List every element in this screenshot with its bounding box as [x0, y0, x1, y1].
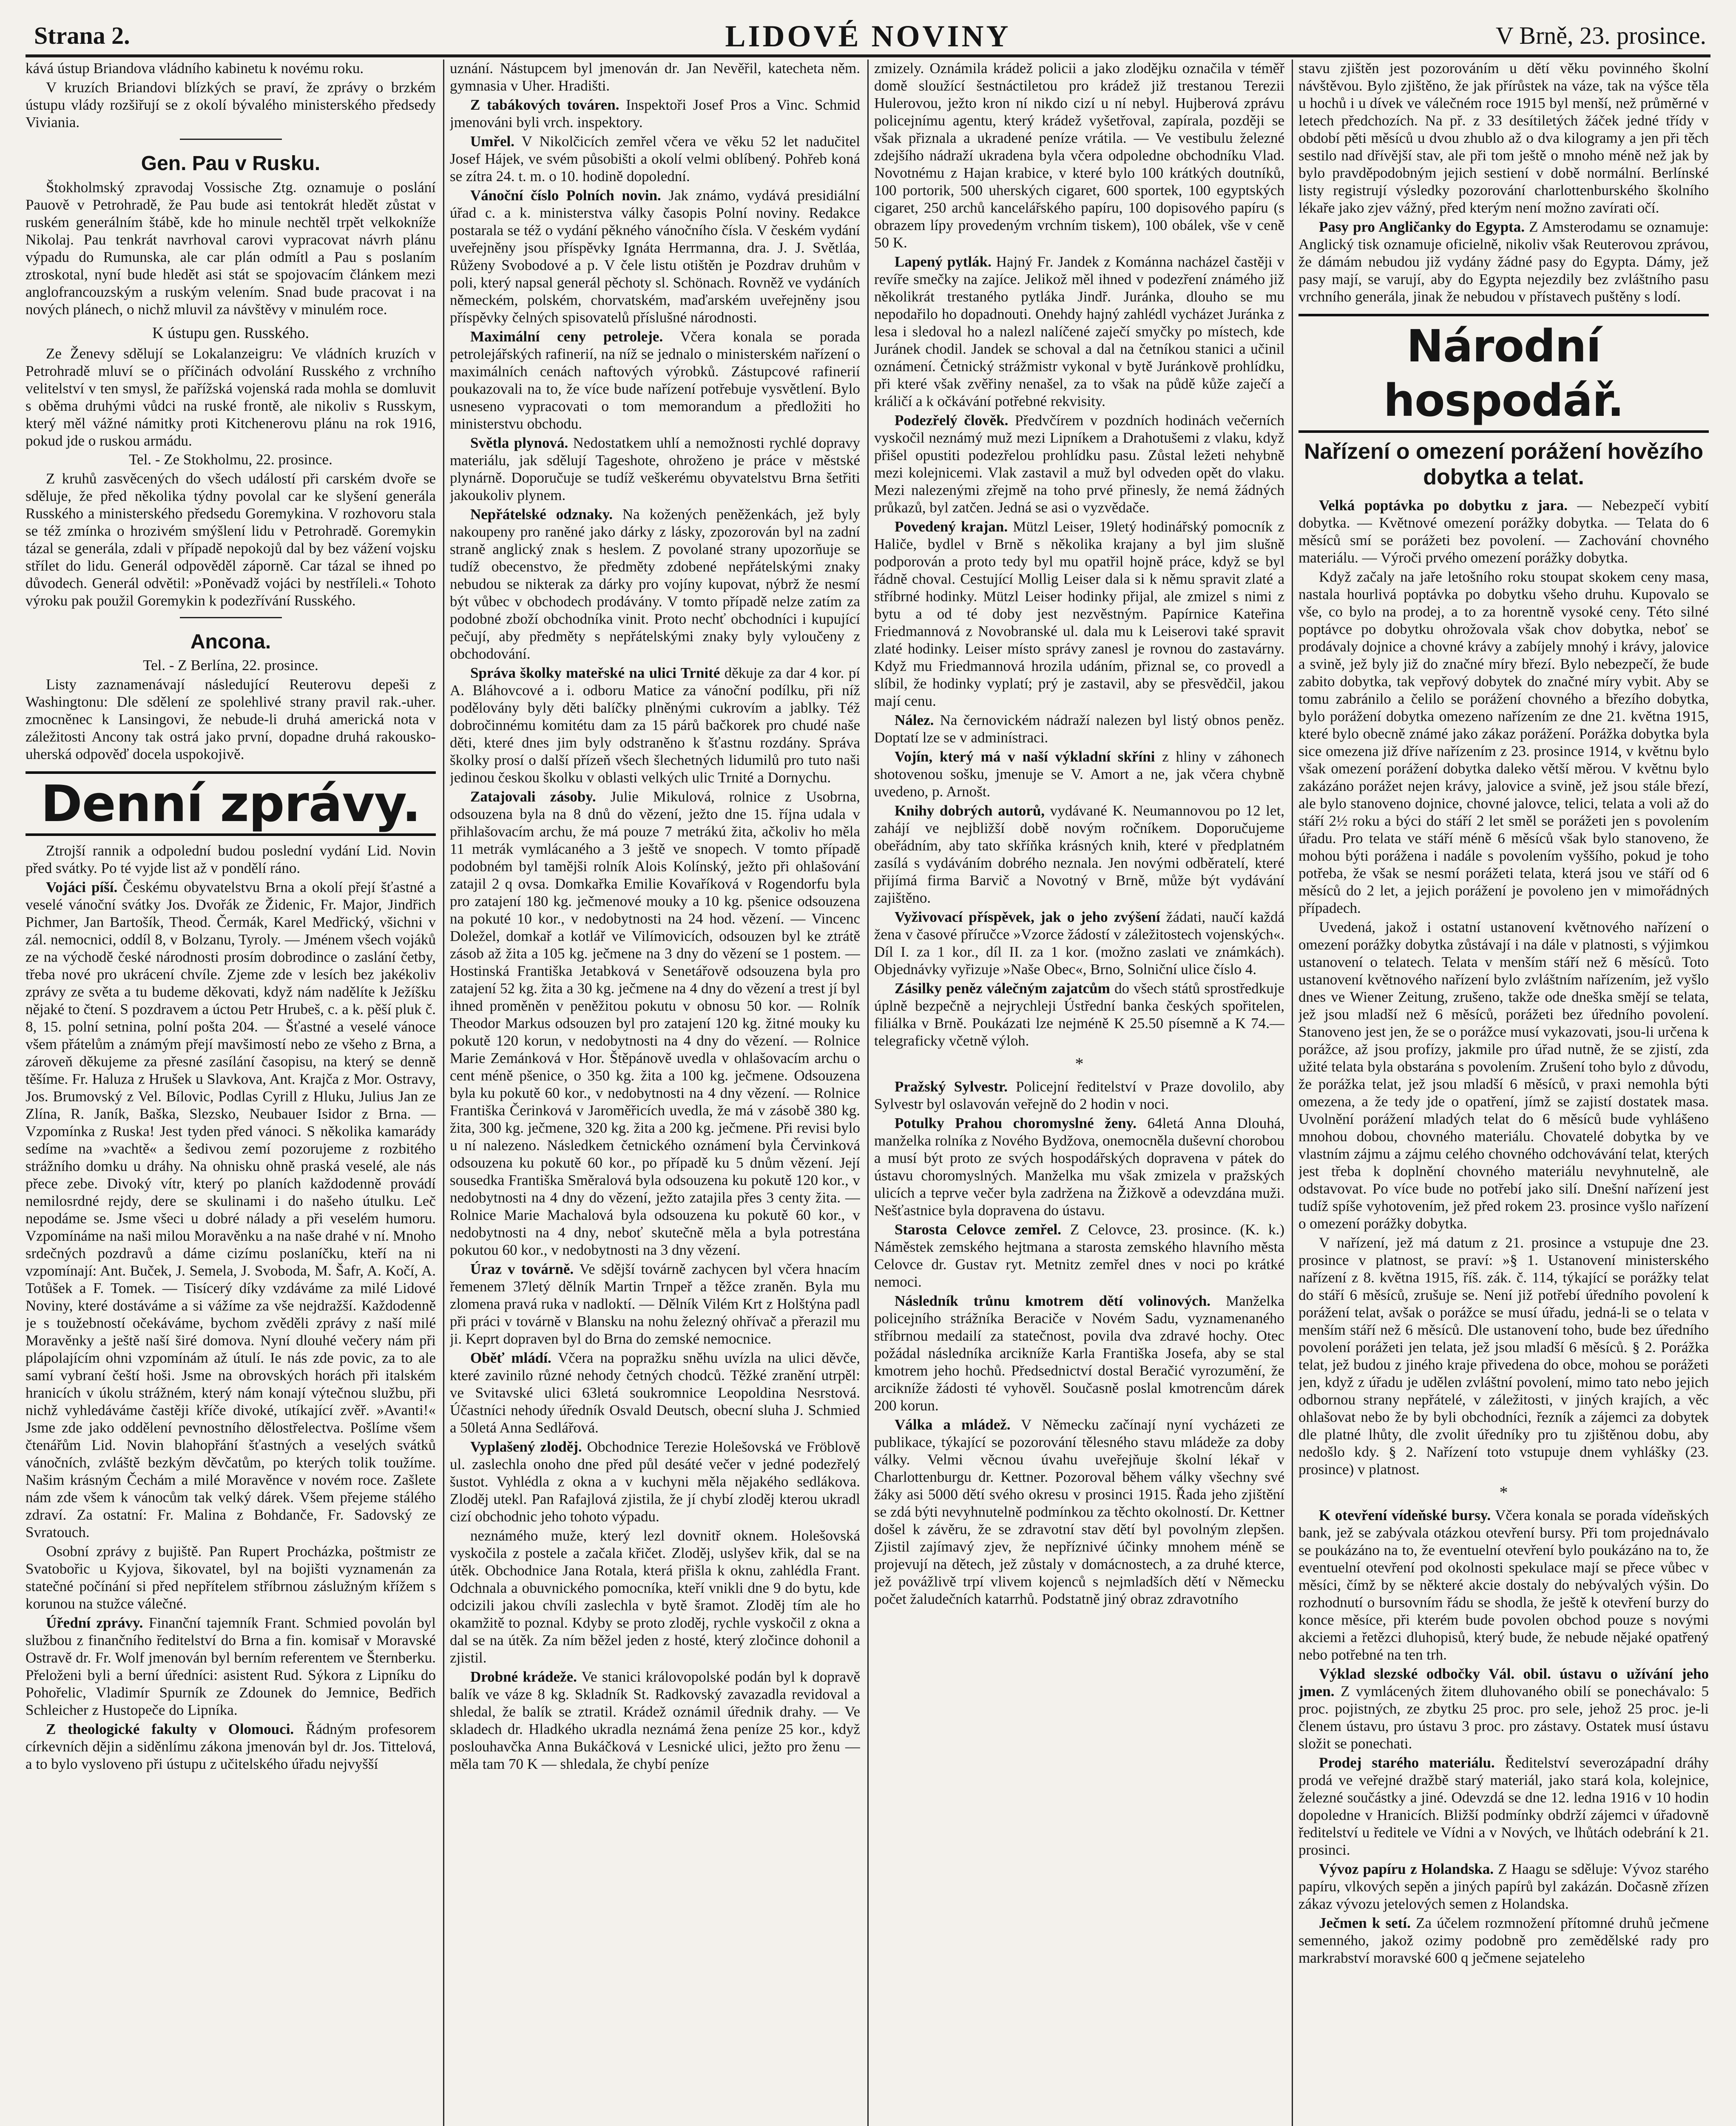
paragraph-lead-in: Následník trůnu kmotrem dětí volinových. — [895, 1293, 1211, 1309]
paragraph-text: Včera na popražku sněhu uvízla na ulici děvče, které zavinilo různé nehody četných chodců. Těžké zranění utrpěl: ve Svitavské ulici 63letá soukromnice Leopoldina Nesrstová. Účastníci nehody úředník Osvald Deutsch, obecní sluha J. Schmied a 50letá Anna Sedlářová. — [450, 1350, 860, 1436]
paragraph-lead-in: Prodej starého materiálu. — [1319, 1754, 1495, 1771]
article-paragraph — [1298, 60, 1709, 216]
paragraph-lead-in: Úřední zprávy. — [46, 1614, 143, 1631]
column-3 — [874, 60, 1284, 2126]
paragraph-text: Manželka policejního strážníka Beraciče v Novém Sadu, vyznamenaného stříbrnou medailí za statečnost, povila dva zdravé hochy. Otec požádal následníka arcikníže Karla Františka Josefa, aby se stal kmotrem jeho hochů. Předsednictví dostal Beračić vyrozumění, že arcikníže žádosti té vyhověl. Současně poslal kmotrencům dárek 200 korun. — [874, 1293, 1284, 1414]
article-paragraph — [874, 518, 1284, 710]
paragraph-text: Z kruhů zasvěcených do všech událostí při carském dvoře se sděluje, že před několika týdny povolal car ke slyšení generála Rusského a ministerského předsedu Goremykina. V rozhovoru stala se též zmínka o hrozivém smýšlení lidu v Petrohradě. Goremykin tázal se generála, zdali v případě nepokojů dal by bez vážení vojsku střílet do lidu. Generál odpověděl záporně. Car tázal se ihned po důvodech. Generál odvětil: »Poněvadž vojáci by nestříleli.« Tohoto výroku pak použil Goremykin k podezřívání Rusského. — [26, 470, 436, 609]
article-paragraph — [1298, 1914, 1709, 1967]
article-paragraph — [26, 79, 436, 131]
article-paragraph — [450, 96, 860, 131]
paragraph-lead-in: Drobné krádeže. — [470, 1668, 577, 1685]
paragraph-text: V Německu začínají nyní vycházeti ze publikace, týkající se pozorování tělesného stavu mládeže za doby války. Velmi věcnou úvahu uveřejňuje školní lékař v Charlottenburgu dr. Kettner. Pozoroval během války všechny své žáky asi 5000 dětí svého okresu v prosinci 1915. Řada jeho zjištění se zdá býti nevyhnutelně podmínkou za těchto okolností. Dr. Kettner došel k závěru, že se zdravotní stav dětí byl povolným zlepšen. Zjistil zajímavý zjev, že nepříznivé účinky mnohem méně se projevují na dětech, jež zůstaly v domácnostech, a za druhé kterce, jež povážlivě trpí vlivem kojenců s nejmladších dětí v Německu počet žaludečních katarrhů. Podstatně jiný obraz zdravotního — [874, 1416, 1284, 1607]
paragraph-lead-in: Velká poptávka po dobytku z jara. — [1319, 497, 1568, 514]
article-paragraph — [450, 1260, 860, 1347]
newspaper-title: LIDOVÉ NOVINY — [725, 19, 1011, 53]
telegram-dateline: Tel. - Ze Stokholmu, 22. prosince. — [129, 451, 332, 468]
paragraph-text: Mützl Leiser, 19letý hodinářský pomocník z Haliče, bydlel v Brně s několika krajany a byl jim slušně podporován a proto tedy byl mu opatřil hojně práce, když se byl řádně choval. Cestující Mollig Leiser dala si k němu spravit zlaté a stříbrné hodinky. Mützl Leiser hodinky přijal, ale zmizel s nimi z bytu a od té doby jest nezvěstným. Papírnice Kateřina Friedmannová z Novobranské ul. dala mu k Leiserovi také spravit zlaté hodinky. Leiser místo správy zanesl je rovnou do zastavárny. Když mu Friedmannová hrozila udáním, přiznal se, co provedl a slíbil, že hodinky vyplatí; prý je zastavil, aby se přesvědčil, jakou mají cenu. — [874, 518, 1284, 709]
article-paragraph — [26, 676, 436, 763]
paragraph-text: Včera konala se porada petrolejářských rafinerií, na níž se jednalo o ministerském nařízení o maximálních cenách naftových výrobků. Zástupcové rafinerií poukazovali na to, že více bude nařízení potřebuje vysvětlení. Bylo usneseno vypracovati o tom memorandum a předložiti ho ministerstvu obchodu. — [450, 328, 860, 432]
column-1 — [26, 60, 436, 2126]
paragraph-text: Českému obyvatelstvu Brna a okolí přejí šťastné a veselé vánoční svátky Jos. Dvořák ze Židenic, Fr. Major, Jindřich Pichmer, Jan Bartošík, Theod. Čermák, Karel Medřický, všichni v zál. nemocnici, oddíl 8, v Bolzanu, Tyroly. — Jménem všech vojáků ze na východě české národnosti prosím dobrodince o zaslání četby, třeba nové pro ukrácení chvíle. Zjeme zde v lesích bez jakékoliv zprávy ze světa a tu budeme děkovati, když nám nadělíte k Ježíšku nějaké to čtení. S pozdravem a úctou Petr Hrubeš, c. a k. pěší pluk č. 8, 15. polní setnina, polní pošta 204. — Šťastné a veselé vánoce všem přátelům a známým přejí mavšimostí nebo ze všeho z Brna, a zároveň děkujeme za přesné zasílání časopisu, na který se denně těšíme. Fr. Haluza z Hrušek u Slavkova, Ant. Krajča z Mor. Ostravy, Jos. Brumovský z Vel. Bílovic, Podlas Cyrill z Hluku, Julius Jan ze Zlína, R. Janík, Baška, Slezsko, Neubauer Isidor z Brna. — Vzpomínka z Ruska! Jest tyden před vánoci. S několika kamarády sedíme na »vachtě« a šedivou zemí pozorujeme z rozbitého strážního domku u dráhy. Na ohnisku ohně praská veselé, ale nás přece zebe. Divoký vítr, který po planích každodenně provádí nemilosrdné rejdy, dere se skulinami i do našeho útulku. Leč nepodáme se. Jsme všeci u dobré nálady a při veselém humoru. Vzpomínáme na naši milou Moravěnku a na naše drahé v ní. Mnoho srdečných pozdravů a dáme cizímu poslaníčku, kteří na ni vzpomínají: Ant. Buček, J. Semela, J. Svoboda, M. Šafr, A. Kočí, A. Totůšek a F. Tomek. — Tisícerý díky vzdáváme za milé Lidové Noviny, které dostáváme a si vážíme za vše nejdražší. Každodenně je s toužebností očekáváme, bychom zvěděli zprávy z naší milé Moravěnky a ještě naší širé domova. Nyní dlouhé večery nám při plápolajícím ohni vzpomínám až útulí. Ie nás zde povic, za to ale samí vybraní čeští hoši. Jsme na obrovských horách při italském hranicích v úkolu strážném, který nám konají výtečnou službu, při nichž vyhledáváme častěji kříče divoké, utíkající zvěř. »Avanti!« Jsme zde jako oddělení pevnostního dělostřelectva. Pošlíme všem čtenářům Lid. Novin blahopřání šťastných a veselých svátků vánočních, zvláště bezkým děvčatům, po kterých tolik toužíme. Našim krásným Čechám a milé Moravěnce v novém roce. Zašlete nám zde všem k vánocům tak velký dárek. Všem přejeme stálého zdraví. Za ostatní: Fr. Malina z Bohdanče, Fr. Sadovský ze Svratouch. — [26, 879, 436, 1540]
rubric-heading: Národní hospodář. — [1298, 314, 1709, 433]
article-paragraph — [874, 980, 1284, 1049]
paragraph-text: Z vymlácených žitem dluhovaného obilí se ponechávalo: 5 proc. pojistných, ze zbytku 25 proc. pro sele, jehož 25 proc. je-li členem ústavu, pro ústavu 3 proc. pro zástavy. Ostatek musí ústavu složit se ponechati. — [1298, 1683, 1709, 1752]
paragraph-lead-in: Pražský Sylvestr. — [895, 1078, 1008, 1095]
article-paragraph — [450, 1668, 860, 1773]
paragraph-text: uznání. Nástupcem byl jmenován dr. Jan Nevěřil, katecheta něm. gymnasia v Uher. Hradišti. — [450, 60, 860, 94]
paragraph-lead-in: Potulky Prahou choromyslné ženy. — [895, 1115, 1137, 1131]
article-paragraph — [874, 802, 1284, 907]
asterisk-divider: * — [1499, 1483, 1508, 1502]
article-paragraph — [26, 878, 436, 1541]
paragraph-lead-in: Podezřelý člověk. — [895, 412, 1009, 429]
paragraph-text: Ředitelství severozápadní dráhy prodá ve veřejné dražbě starý materiál, jako stará kola, kolejnice, železné součástky a jiné. Odevzdá se dne 12. ledna 1916 v 10 hodin dopoledne v Hranicích. Bližší podmínky obdrží zájemci v úřadovně ředitelství u ředitele ve Vídni a v Nových, ve lhůtách odebrání k 21. prosinci. — [1298, 1754, 1709, 1858]
section-divider — [180, 139, 282, 140]
article-paragraph — [874, 60, 1284, 251]
article-columns — [26, 60, 1710, 2126]
article-paragraph — [26, 842, 436, 877]
article-paragraph — [1298, 568, 1709, 917]
article-paragraph — [874, 1221, 1284, 1290]
paragraph-text: Inspektoři Josef Pros a Vinc. Schmid jmenováni byli vrch. inspektory. — [450, 97, 860, 131]
paragraph-text: Za účelem rozmnožení přítomné druhů ječmene semenného, jakož ozimy podobně pro zemědělské rady pro markrabství moravské 600 q ječmene sejateleho — [1298, 1915, 1709, 1966]
article-paragraph — [26, 345, 436, 449]
paragraph-text: Finanční tajemník Frant. Schmied povolán byl službou z finančního ředitelství do Brna a fin. komisař v Moravské Ostravě dr. Fr. Wolf jmenován byl berním referentem ve Šternberku. Přeloženi byli a berní úředníci: asistent Rud. Sýkora z Lipníku do Pohořelic, Vladimír Spurník ze Zdounek do Jemnice, Bedřich Schleicher z Hustopeče do Lipníka. — [26, 1614, 436, 1718]
paragraph-text: Policejní ředitelství v Praze dovolilo, aby Sylvestr byl oslavován veřejně do 2 hodin v noci. — [874, 1078, 1284, 1112]
paragraph-text: Uvedená, jakož i ostatní ustanovení květnového nařízení o omezení porážky dobytka zůstávají i na dále v platnosti, s výjimkou ustanovení o telatech. Telata v menším stáří než 6 měsíců. Toto ustanovení květnového nařízení bylo zvláštním nařízením, jež vyšlo dnes ve Wiener Zeitung, zrušeno, takže ode dneška smějí se telata, jež jsou mladší než 6 měsíců, porážeti bez úředního povolení. Stanoveno jest jen, že se o porážce musí vykazovati, jsou-li určena k porážce, až jsou profízy, jakmile pro úřad nutně, že se zjistí, zda užité telata byla obstarána s povolením. Zrušení toho bylo z důvodu, že porážka telat, jež jsou mladší 6 měsíců, v praxi nemohla býti omezena, a že tedy jde o opatření, jímž se zajistí dostatek masa. Uvolnění porážení mladých telat do 6 měsíců bude vyhlášeno mnohou dobou, chovného materiálu. Chovatelé dobytka by ve vlastním zájmu a zájmu celého chovného odchovávání telat, kterých jest třeba k doplnění chovného materiálu nevyhnutelně, ale odstavovat. Po více bude no potřebí jako silí. Dnešní nařízení jest tudíž spíše vyhotovením, jež před rokem 23. prosince vyšlo nařízení o omezení porážky dobytka. — [1298, 919, 1709, 1232]
paragraph-lead-in: Z tabákových továren. — [470, 97, 619, 113]
article-paragraph — [874, 1078, 1284, 1113]
paragraph-lead-in: Výklad slezské odbočky Vál. obil. ústavu o užívání jeho jmen. — [1298, 1666, 1709, 1700]
article-paragraph — [874, 711, 1284, 746]
asterisk-divider: * — [1075, 1054, 1084, 1073]
section-heading: Gen. Pau v Rusku. — [141, 152, 321, 175]
paragraph-text: Ztrojší rannik a odpolední budou poslední vydání Lid. Novin před svátky. Po té vyjde list až v pondělí ráno. — [26, 842, 436, 876]
paragraph-lead-in: Pasy pro Angličanky do Egypta. — [1319, 219, 1525, 235]
paragraph-text: Na černovickém nádraží nalezen byl listý obnos peněz. Doptatí lze se v adminístraci. — [874, 712, 1284, 746]
paragraph-text: 64letá Anna Dlouhá, manželka rolníka z Nového Bydžova, onemocněla duševní chorobou a musí být proto ze svých hospodářských dopravena v pátek do ústavu choromyslných. Manželka mu však zmizela v pražských ulicích a teprve večer byla zadržena na Žižkově a odevzdána muži. Nešťastnice byla dopravena do ústavu. — [874, 1115, 1284, 1219]
article-paragraph — [874, 412, 1284, 516]
section-divider — [180, 617, 282, 618]
paragraph-text: z hliny v záhonech shotovenou sošku, jmenuje se V. Amort a ne, jak včera chybně uvedeno, p. Arnošt. — [874, 748, 1284, 800]
paragraph-lead-in: Nález. — [895, 712, 934, 728]
paragraph-lead-in: Knihy dobrých autorů, — [895, 802, 1045, 819]
paragraph-text: Nedostatkem uhlí a nemožnosti rychlé dopravy materiálu, jak sdělují Tageshote, ohroženo je práce v městské plynárně. Doporučuje se tudíž veškerému obyvatelstvu Brna šetřiti jakoukoliv plynem. — [450, 435, 860, 503]
paragraph-lead-in: Úraz v továrně. — [470, 1261, 574, 1277]
article-paragraph — [1298, 1506, 1709, 1663]
paragraph-lead-in: Světla plynová. — [470, 435, 568, 451]
paragraph-text: Řádným profesorem církevních dějin a siděnlímu zákona jmenován byl dr. Jos. Tittelová, a to bylo vysloveno při ústupu z učitelského úřadu nejvyšší — [26, 1721, 436, 1772]
article-paragraph — [450, 187, 860, 326]
paragraph-text: stavu zjištěn jest pozorováním u dětí věku povinného školní návštěvou. Bylo zjištěno, že jak přírůstek na váze, tak na výšce těla u hochů i u dívek ve válečném roce 1915 byl menší, než průměrné v letech předchozích. Na př. z 33 desítiletých žáček jedné třídy v období pěti měsíců u dvou zhublo až o dva kilogramy a jen při těch sestilo nad dřívější stav, ale při tom ještě o mnoho méně než jak by bylo pravděpodobným jejich sestiení v době normální. Berlínské listy registrují výsledky pozorování charlottenburského školního lékaře jako zjev vážný, před kterým není možno zavírati očí. — [1298, 60, 1709, 216]
paragraph-text: Jak známo, vydává presidiální úřad c. a k. ministerstva války časopis Polní noviny. Redakce postarala se též o vydání pěkného vánočního čísla. V českém vydání uveřejněny jsou příspěvky Ignáta Herrmanna, dra. J. J. Světláa, Růženy Svobodové a p. V čele listu otištěn je Pozdrav druhům v poli, který napsal generál pěchoty sl. Schönach. Rovněž ve vydáních německém, polském, chorvatském, maďarském uveřejněny jsou příspěvky čelných spisovatelů příslušné národnosti. — [450, 187, 860, 326]
paragraph-text: Obchodnice Terezie Holešovská ve Fröblově ul. zaslechla onoho dne před půl desáté večer v jedné podezřelý šustot. Vyhlédla z okna a v kuchyni měla nějakého sedlákova. Zloděj utekl. Pan Rafajlová zjistila, že jí chybí zloděj kterou ukradl cizí obchodnic jeho tohoto výpadu. — [450, 1438, 860, 1525]
article-paragraph — [874, 253, 1284, 410]
article-paragraph — [450, 1349, 860, 1436]
paragraph-text: neznámého muže, který lezl dovnitř oknem. Holešovská vyskočila z postele a začala křičet. Zloděj, uslyšev křik, dal se na útěk. Obchodnice Jana Rotala, která přišla k oknu, zahlédla Frant. Odchnala a obuvnického pomocníka, kteří vnikli dne 9 do bytu, kde odcizili jakou chvíli zaslechla v bytě šramot. Zloděj tím ale ho okamžitě to poznal. Kdyby se proto zloděj, rychle vyskočil z okna a dal se na útěk. Za ním běžel jeden z hosté, který zločince dohonil a zjistil. — [450, 1527, 860, 1666]
paragraph-lead-in: Ječmen k setí. — [1319, 1915, 1411, 1931]
article-paragraph — [450, 60, 860, 94]
article-paragraph — [26, 470, 436, 609]
masthead — [26, 21, 1710, 57]
article-paragraph — [874, 1114, 1284, 1219]
article-paragraph — [450, 1438, 860, 1525]
paragraph-lead-in: K otevření vídeňské bursy. — [1319, 1507, 1491, 1523]
article-deck: Nařízení o omezení porážení hovězího dobytka a telat. — [1304, 439, 1704, 489]
article-paragraph — [450, 328, 860, 432]
paragraph-text: Listy zaznamenávají následující Reuterovu depeši z Washingtonu: Dle sdělení ze spolehlivé strany pravil rak.-uher. zmocněnec k Lansingovi, že nebude-li druhá americká nota v záležitosti Ancony tak ostrá jako první, dopadne druhá rakousko-uherská odpověď docela uspokojivě. — [26, 676, 436, 762]
telegram-dateline: Tel. - Z Berlína, 22. prosince. — [143, 657, 318, 674]
paragraph-text: V nařízení, jež má datum z 21. prosince a vstupuje dne 23. prosince v platnost, se praví: »§ 1. Ustanovení ministerského nařízení z 8. května 1915, říš. zák. č. 114, týkající se porážky telat do stáří 6 měsíců, zrušuje se. Není již potřebí úředního povolení k porážení telat, avšak o porážce se musí úřadu, jedná-li se o telata v menším stáří než 6 měsíců. Dle ustanovení toho, bude bez úředního povolení porážeti jen telata, jež jsou mladší 6 měsíců. § 2. Porážka telat, jež budou z jiného kraje přivedena do obce, mohou se porážeti jen, když z úřadu je udělen zvláštní povolení, mimo tato nebo jejich odbornou strany nepřátelé, v záležitosti, v jiných krajích, a věc ohlašovat nebo že by byli obchodníci, řezník a zájemci za dobytek dle platné lhůty, dle zvolit úředníky pro tu zjištěnou dobu, aby nedošlo kdy. § 2. Nařízení toto vstupuje dnem vyhlášky (23. prosince) v platnost. — [1298, 1234, 1709, 1478]
paragraph-lead-in: Vyživovací příspěvek, jak o jeho zvýšení — [895, 909, 1160, 925]
article-paragraph — [1298, 1860, 1709, 1913]
column-4 — [1298, 60, 1709, 2126]
subheading: K ústupu gen. Rusského. — [152, 324, 309, 342]
article-paragraph — [26, 179, 436, 318]
article-paragraph — [874, 748, 1284, 800]
issue-date: V Brně, 23. prosince. — [1495, 22, 1706, 49]
paragraph-lead-in: Maximální ceny petroleje. — [470, 328, 663, 345]
column-rule — [1292, 60, 1293, 2126]
paragraph-text: Ve stanici královopolské podán byl k dopravě balík ve váze 8 kg. Skladník St. Radkovský zavazadla revidoval a shledal, že balík se ztratil. Krádež oznámil úřednik drahy. — Ve skladech dr. Hladkého ukradla neznámá žena peníze 25 kor., když poslouhavčka Anna Bukáčková v Lesnické ulici, ježto pro ženu — měla tam 70 K — shledala, že chybí peníze — [450, 1668, 860, 1772]
article-paragraph — [1298, 918, 1709, 1232]
paragraph-text: Z Celovce, 23. prosince. (K. k.) Náměstek zemského hejtmana a starosta zemského hlavního města Celovce dr. Gustav ryt. Metnitz zemřel dnes v noci po krátké nemoci. — [874, 1221, 1284, 1290]
paragraph-lead-in: Zatajovali zásoby. — [470, 788, 596, 805]
paragraph-lead-in: Vyplašený zloděj. — [470, 1438, 582, 1455]
paragraph-text: Julie Mikulová, rolnice z Usobrna, odsouzena byla na 8 dnů do vězení, ježto dne 15. října udala v přihlašovacím archu, že má pouze 7 metrákú žita, ačkoliv ho měla 11 metrák vymlácaného a 3 ještě ve snopech. V tomto případě podobném byl tamějši rolník Alois Kolínský, ježto při ohlašování zatajil 2 q ovsa. Domkařka Emilie Kovaříková v Rogendorfu byla pro zatajení 180 kg. ječmenové mouky a 10 kg. pšenice odsouzena na pokuté 10 kor., v nedobytnosti na 24 hod. vězení. — Vincenc Doležel, domkař a kotlář ve Vilímovicích, odsouzen byl ke ztrátě zásob až žita a 105 kg. ječmene na 3 dny do vězení se 1 postem. — Hostinská Františka Jetabková v Senetářově odsouzena byla pro zatajení 52 kg. žita a 30 kg. ječmene na 4 dny do vězení a trest jí byl ihned proměněn v peněžitou pokutu v obnosu 50 kor. — Rolník Theodor Markus odsouzen byl pro zatajení 120 kg. žitné mouky ku pokutě 120 korun, v nedobytnosti na 4 dny do vězení. — Rolnice Marie Zemánková v Hor. Štěpánově uvedla v ohlašovacím archu o cent méně pšenice, o 350 kg. žita a 100 kg. ječmene. Odsouzena byla ku pokutě 60 kor., v nedobytnosti na 4 dny vězení. — Rolnice Františka Čerinková v Jaroměřicích uvedla, že má v zásobě 380 kg. žita, 300 kg. ječmene, 320 kg. žita a 200 kg. ječmene. Při revisi bylo u ní nalezeno. Následkem četnického oznámení byla Červinková odsouzena ku pokutě 60 kor., po případě ku 5 dnům vězení. Její sousedka Františka Směralová byla odsouzena ku pokutě 120 kor., v nedobytnosti na 4 dny do vězení, ježto zatajila přes 3 centy žita. — Rolnice Marie Machalová byla odsouzena ku pokutě 60 kor., v nedobytnosti na 4 dny, neboť skutečně měla a byla potrestána pokutou 60 kor., v nedobytnosti na 3 dny vězení. — [450, 788, 860, 1258]
paragraph-text: vydávané K. Neumannovou po 12 let, zahájí ve nejbližší době novým ročníkem. Doporučujeme obeřádním, aby tato skříňka krásných knih, které v předplatném zasílá s vydáváním dobrého neznala. Jen novými odběratelí, které přijímá firma Barvič a Novotný v Brně, může být vydávání zajištěno. — [874, 802, 1284, 906]
paragraph-lead-in: Vývoz papíru z Holandska. — [1319, 1861, 1494, 1877]
paragraph-lead-in: Vojín, který má v naší výkladní skříni — [895, 748, 1155, 765]
paragraph-text: Hajný Fr. Jandek z Kománna nacházel častěji v revíře smečky na zajíce. Jelikož měl ihned v podezření známého již několikrát trestaného pytláka Jindř. Juránka, dlouho se mu nepodařilo ho dopadnouti. Onehdy hajný zahlédl vycházet Juránka z lesa i sledoval ho a nalezl nalíčené zaječí smyčky po místech, kde Juránek chodil. Jandek se schoval a dal na četníkou stanici a učinil oznámení. Četnický strážmistr vykonal v bytě Juránkově prohlídku, při které však zvěřiny nenašel, za to však na půdě kůže zaječí a králičí a k očkávání potřebné rekvisity. — [874, 253, 1284, 409]
paragraph-text: do všech států sprostředkuje úplně bezpečně a nejrychleji Ústřední banka českých spořitelen, filiálka v Brně. Poukázati lze nejméně K 25.50 písemně a K 74.— telegraficky včetně výloh. — [874, 980, 1284, 1049]
article-paragraph — [1298, 218, 1709, 305]
article-paragraph — [26, 1543, 436, 1612]
paragraph-lead-in: Starosta Celovce zemřel. — [895, 1221, 1062, 1238]
paragraph-text: Na kožených peněženkách, jež byly nakoupeny pro raněné jako dárky z lásky, zpozorován byl na zadní straně anglický znak s heslem. Z povolané strany upozorňuje se tudíž obecenstvo, že předměty zdobené nepřátelskými znaky nebudou se nikterak za dárky pro vojíny kupovat, nýbrž že nesmí být vůbec v obchodech prodávány. V tomto případě nelze zatím za podobné zboží obchodníka vinit. Proto nechť obchodníci i kupující pečují, aby předměty s nepřátelskými znaky byly vyloučeny z obchodování. — [450, 506, 860, 662]
paragraph-text: Předvčírem v pozdních hodinách večerních vyskočil neznámý muž mezi Lipníkem a Drahotušemi z vlaku, když přišel opustiti podezřelou prohlídku pasu. Zůstal ležeti nehybně mezi kolejnicemi. Vlak zastavil a muž byl odveden opět do vlaku. Mezi nalezenými zřejmě na toho prvé přinesly, že nemá žádných průkazů, byl zatčen. Jedná se asi o vyzvědače. — [874, 412, 1284, 516]
paragraph-text: Z Amsterodamu se oznamuje: Anglický tisk oznamuje oficielně, nikoliv však Reuterovou zprávou, že dámám nebudou již vydány žádné pasy do Egypta. Dámy, jež pasy mají, se varují, aby do Egypta nejezdily bez zvláštního pasu vrchního generála, jinak že nebudou v přístavech puštěny s lodí. — [1298, 219, 1709, 305]
paragraph-text: V Nikolčicích zemřel včera ve věku 52 let nadučitel Josef Hájek, ve svém působišti a okolí velmi oblíbený. Pohřeb koná se zítra 24. t. m. o 10. hodině dopolední. — [450, 133, 860, 185]
paragraph-text: Osobní zprávy z bujiště. Pan Rupert Procházka, poštmistr ze Svatobořic u Kyjova, šikovatel, byl na bojišti vyznamenán za statečné počínání si před nepřítelem stříbrnou záslužným křížem s korunou na stužce válečné. — [26, 1543, 436, 1612]
paragraph-text: Ve sdější továrně zachycen byl včera hnacím řemenem 37letý dělník Martin Trnpeř a těžce zraněn. Byla mu zlomena pravá ruka v nadloktí. — Dělník Vilém Krt z Holštýna padl při práci v továrně v Blansku na nohu železný ohřívač a přerazil mu ji. Keprt dopraven byl do Brna do zemské nemocnice. — [450, 1261, 860, 1347]
paragraph-lead-in: Zásilky peněz válečným zajatcům — [895, 980, 1110, 997]
paragraph-lead-in: Správa školky mateřské na ulici Trnité — [470, 665, 720, 681]
article-paragraph — [1298, 1754, 1709, 1859]
paragraph-text: V kruzích Briandovi blízkých se praví, že zprávy o brzkém ústupu vlády rozšiřují se z okolí bývalého ministerského předsedy Viviania. — [26, 79, 436, 131]
section-heading: Ancona. — [190, 631, 271, 653]
article-paragraph — [450, 664, 860, 786]
paragraph-text: Z Haagu se sděluje: Vývoz starého papíru, vlkových sepěn a jiných papírů byl zakázán. Dočasně zřízen zákaz vývozu jetelových semen z Holandska. — [1298, 1861, 1709, 1912]
paragraph-text: zmizely. Oznámila krádež policii a jako zlodějku označila v téměř domě sloužící šestnáctiletou pro krádež již trestanou Terezii Hulerovou, ježto kron ní nikdo cizí u ní nebyl. Hujberová zprávu policejnímu agentu, který krádež vyšetřoval, zapírala, později se však přiznala a ukradené peníze vrátila. — Ve vestibulu železné zdejšího nádraží ukradena byla včera odpoledne obchodníku Vlad. Novotnému z Hajan krabice, v které bylo 100 krátkých doutníků, 100 portorik, 500 uherských cigaret, 600 sportek, 100 egyptských cigaret, 250 archů kancelářského papíru, 100 dopisového papíru (s obrazem lípy provedeným vrchním tiskem), 100 obálek, vše v ceně 50 K. — [874, 60, 1284, 251]
paragraph-text: Ze Ženevy sdělují se Lokalanzeigru: Ve vládních kruzích v Petrohradě mluví se o příčinách odvolání Rusského z vrchního velitelství v ten smysl, že pařížská vojenská rada mohla se domluvit s oběma druhými vůdci na ruské frontě, ale nikoliv s Russkym, který měl vážné námitky proti Kitchenerovu plánu na rok 1916, pokud jde o ruskou armádu. — [26, 345, 436, 449]
paragraph-lead-in: Nepřátelské odznaky. — [470, 506, 613, 523]
paragraph-text: Když začaly na jaře letošního roku stoupat skokem ceny masa, nastala hourlivá poptávka po dobytku všeho druhu. Kupovalo se vše, co bylo na prodej, a to za horentně vysoké ceny. Této silné poptávce po dobytku ohrožovala však chov dobytka, neboť se prodávaly dojnice a chovné krávy a zabíjely mnohý i krávy, jalovice a svině, jež byly již do značné míry březí. Bylo nebezpečí, že bude zabito dobytka, tak vepřový dobytek do značné míry vybit. Aby se tomu zabránilo a čelilo se porážení chovného a březího dobytka, bylo porážení dobytka omezeno nařízením ze dne 21. května 1915, které bylo obecně známé jako zákaz porážení. Porážka dobytka byla sice omezena již dříve nařízením z 23. prosince 1914, v květnu bylo však omezení porážení dobytka daleko větší měrou. V květnu bylo zakázáno porážet nejen krávy, jalovice a svině, jež jsou stále březí, ale bylo stanoveno dojnice, chovné jalovce, telici, telata a voli až do stáří 2½ roku a býci do stáří 2 let směl se porážeti jen s povolením úřadu. Pro telata ve stáří méně 6 měsíců však bylo stanoveno, že mohou býti porážena i nadále s povolením vyššího, pokud je toho potřeba, že však se nesmí porážeti telata, která jsou ve stáří od 6 měsíců do 2 let, a jejich porážení je povoleno jen v mimořádných případech. — [1298, 568, 1709, 916]
article-paragraph — [874, 1416, 1284, 1608]
paragraph-lead-in: Povedený krajan. — [895, 518, 1008, 535]
paragraph-lead-in: Lapený pytlák. — [895, 253, 992, 270]
paragraph-text: Včera konala se porada vídeňských bank, jež se zabývala otázkou otevření bursy. Při tom projednávalo se poukázáno na to, že eventuelní otevření bylo poukázáno na to, že eventuelní otevření pod okolnosti spekulace mají se přece vůbec v měsíci, čímž by se některé akcie dostaly do nebývalých výšin. Do rozhodnutí o bursovním řádu se shodla, že ještě k otevření burzy do konce měsíce, při kterém bude povolen obchod pouze s novými akciemi a řetězci dluhopisů, který bude, že nebude nějaké opatřený nebo potřebné na ten trh. — [1298, 1507, 1709, 1663]
article-paragraph — [26, 1720, 436, 1773]
article-paragraph — [450, 1527, 860, 1666]
article-paragraph — [1298, 1665, 1709, 1752]
article-paragraph — [26, 1614, 436, 1719]
page-number: Strana 2. — [34, 22, 130, 49]
article-paragraph — [450, 506, 860, 662]
paragraph-lead-in: Oběť mládí. — [470, 1350, 551, 1366]
article-paragraph — [450, 788, 860, 1259]
paragraph-text: — Nebezpečí vybití dobytka. — Květnové omezení porážky dobytka. — Telata do 6 měsíců smí se porážeti bez povolení. — Zachování chovného materiálu. — Výroči prvého omezení porážky dobytka. — [1298, 497, 1709, 566]
article-paragraph — [874, 1292, 1284, 1414]
rubric-heading: Denní zprávy. — [26, 771, 436, 836]
paragraph-text: Štokholmský zpravodaj Vossische Ztg. oznamuje o poslání Pauově v Petrohradě, že Pau bude asi tentokrát hledět zůstat v ruském generálním štábě, kde ho minule nechtěl trpět velkokníže Nikolaj. Pau tenkrát navrhoval carovi vypracovat návrh plánu výpadu do Rumunska, ale car plán odmítl a Pau s poslaním ztroskotal, nyní bude hledět asi stát se spojovacím článkem mezi anglofrancouzským a ruským velením. Snad bude pracovat i na nových plánech, o nichž mluvil za návštěvy v minulém roce. — [26, 179, 436, 318]
paragraph-lead-in: Vojáci píší. — [46, 879, 118, 895]
article-paragraph — [450, 133, 860, 185]
paragraph-text: žádati, naučí každá žena v časové příručce »Vzorce žádostí v záležitostech vojenských«. Díl I. za 1 kor., díl II. za 1 kor. (možno zaslati ve známkách). Objednávky vyřizuje »Naše Obec«, Brno, Solniční ulice číslo 4. — [874, 909, 1284, 978]
paragraph-text: kává ústup Briandova vládního kabinetu k novému roku. — [26, 60, 364, 77]
article-paragraph — [1298, 497, 1709, 566]
column-rule — [867, 60, 869, 2126]
article-paragraph — [1298, 1234, 1709, 1478]
paragraph-lead-in: Z theologické fakulty v Olomouci. — [46, 1721, 294, 1737]
paragraph-lead-in: Válka a mládež. — [895, 1416, 1011, 1433]
column-2 — [450, 60, 860, 2126]
paragraph-text: děkuje za dar 4 kor. pí A. Bláhovcové a i. odboru Matice za vánoční podílku, při níž podělovány byly děti balíčky plněnými cukrovím a jablky. Též dobročinnému komitétu dam za 15 párů bačkorek pro chudé naše děti, které dnes jim byly odstraněno k šťastnu rozdány. Správa školky prosí o další přízeň všech šlechetných lidumilů pro tuto naši jedinou českou školku v oblasti velkých ulic Trnité a Dornychu. — [450, 665, 860, 786]
article-paragraph — [874, 908, 1284, 978]
paragraph-lead-in: Vánoční číslo Polních novin. — [470, 187, 661, 204]
article-paragraph — [26, 60, 436, 77]
article-paragraph — [450, 434, 860, 504]
column-rule — [443, 60, 444, 2126]
paragraph-lead-in: Umřel. — [470, 133, 514, 150]
